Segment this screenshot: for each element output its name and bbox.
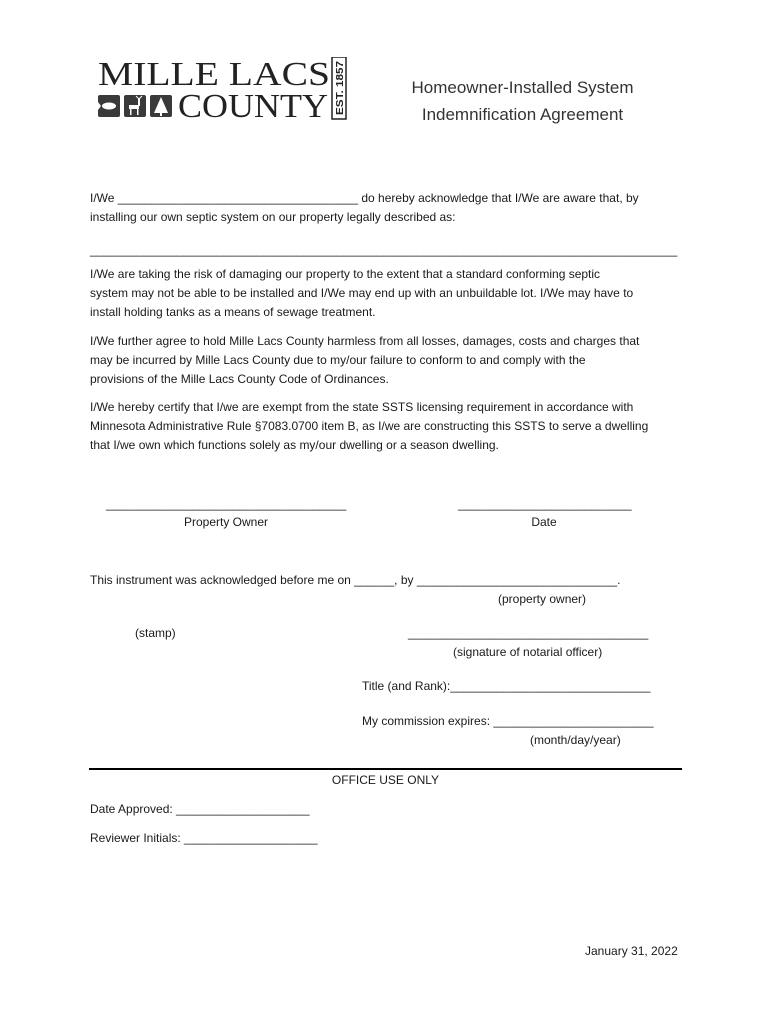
legal-description-line: ________________________________________________________________________________________ [90,243,678,257]
legal-description-blank [90,241,690,260]
date-label: Date [531,515,557,529]
intro-line: installing our own septic system on our property legally described as: [90,210,456,224]
county-logo-graphic [96,57,348,121]
month-day-year-caption: (month/day/year) [530,733,621,747]
property-owner-label: Property Owner [183,515,269,529]
notary-signature-caption: (signature of notarial officer) [453,645,603,659]
risk-line: system may not be able to be installed and I/We may end up with an unbuildable lot. I/We may have to [90,286,634,300]
date-approved-field[interactable]: Date Approved: ____________________ [90,802,310,816]
property-owner-signature-line[interactable]: ____________________________________ [106,497,347,511]
property-owner-caption: (property owner) [498,592,587,606]
certification-line: Minnesota Administrative Rule §7083.0700 item B, as I/we are constructing this SSTS to serve a dwelling [90,419,649,433]
risk-paragraph [90,265,690,322]
deer-icon [124,95,146,117]
harmless-paragraph [90,332,690,389]
harmless-line: I/We further agree to hold Mille Lacs County harmless from all losses, damages, costs and charges that [90,334,640,348]
document-date: January 31, 2022 [585,944,678,958]
commission-expires-field[interactable]: My commission expires: ________________________ [362,714,654,728]
certification-paragraph [90,398,690,455]
mille-lacs-county-logo [96,57,348,121]
title-rank-field[interactable]: Title (and Rank):______________________________ [362,679,651,693]
reviewer-initials-field[interactable]: Reviewer Initials: ____________________ [90,831,318,845]
certification-line: I/We hereby certify that I/we are exempt from the state SSTS licensing requirement in accordance with [90,400,634,414]
intro-paragraph [90,189,690,227]
harmless-line: provisions of the Mille Lacs County Code of Ordinances. [90,372,389,386]
logo-text-bottom: COUNTY [178,88,328,121]
office-use-divider [89,768,682,770]
office-use-heading: OFFICE USE ONLY [331,773,440,787]
established-text: EST. 1857 [335,68,346,115]
logo-text-top: MILLE LACS [98,57,330,93]
harmless-line: may be incurred by Mille Lacs County due to my/our failure to conform to and comply with the [90,353,586,367]
certification-line: that I/we own which functions solely as my/our dwelling or a season dwelling. [90,438,499,452]
document-title-line1: Homeowner-Installed System [411,78,634,97]
pine-tree-icon [150,95,172,117]
acknowledgement-line: This instrument was acknowledged before me on ______, by ______________________________. [90,573,621,587]
date-signature-line[interactable]: __________________________ [458,497,632,511]
intro-line: I/We ____________________________________ do hereby acknowledge that I/We are aware that, by [90,191,639,205]
risk-line: I/We are taking the risk of damaging our property to the extent that a standard conforming septic [90,267,601,281]
document-title-line2: Indemnification Agreement [421,105,624,124]
notary-signature-line[interactable]: ____________________________________ [408,626,649,640]
fish-icon [98,95,120,117]
risk-line: install holding tanks as a means of sewage treatment. [90,305,376,319]
stamp-label: (stamp) [135,626,176,640]
established-badge [332,57,346,119]
